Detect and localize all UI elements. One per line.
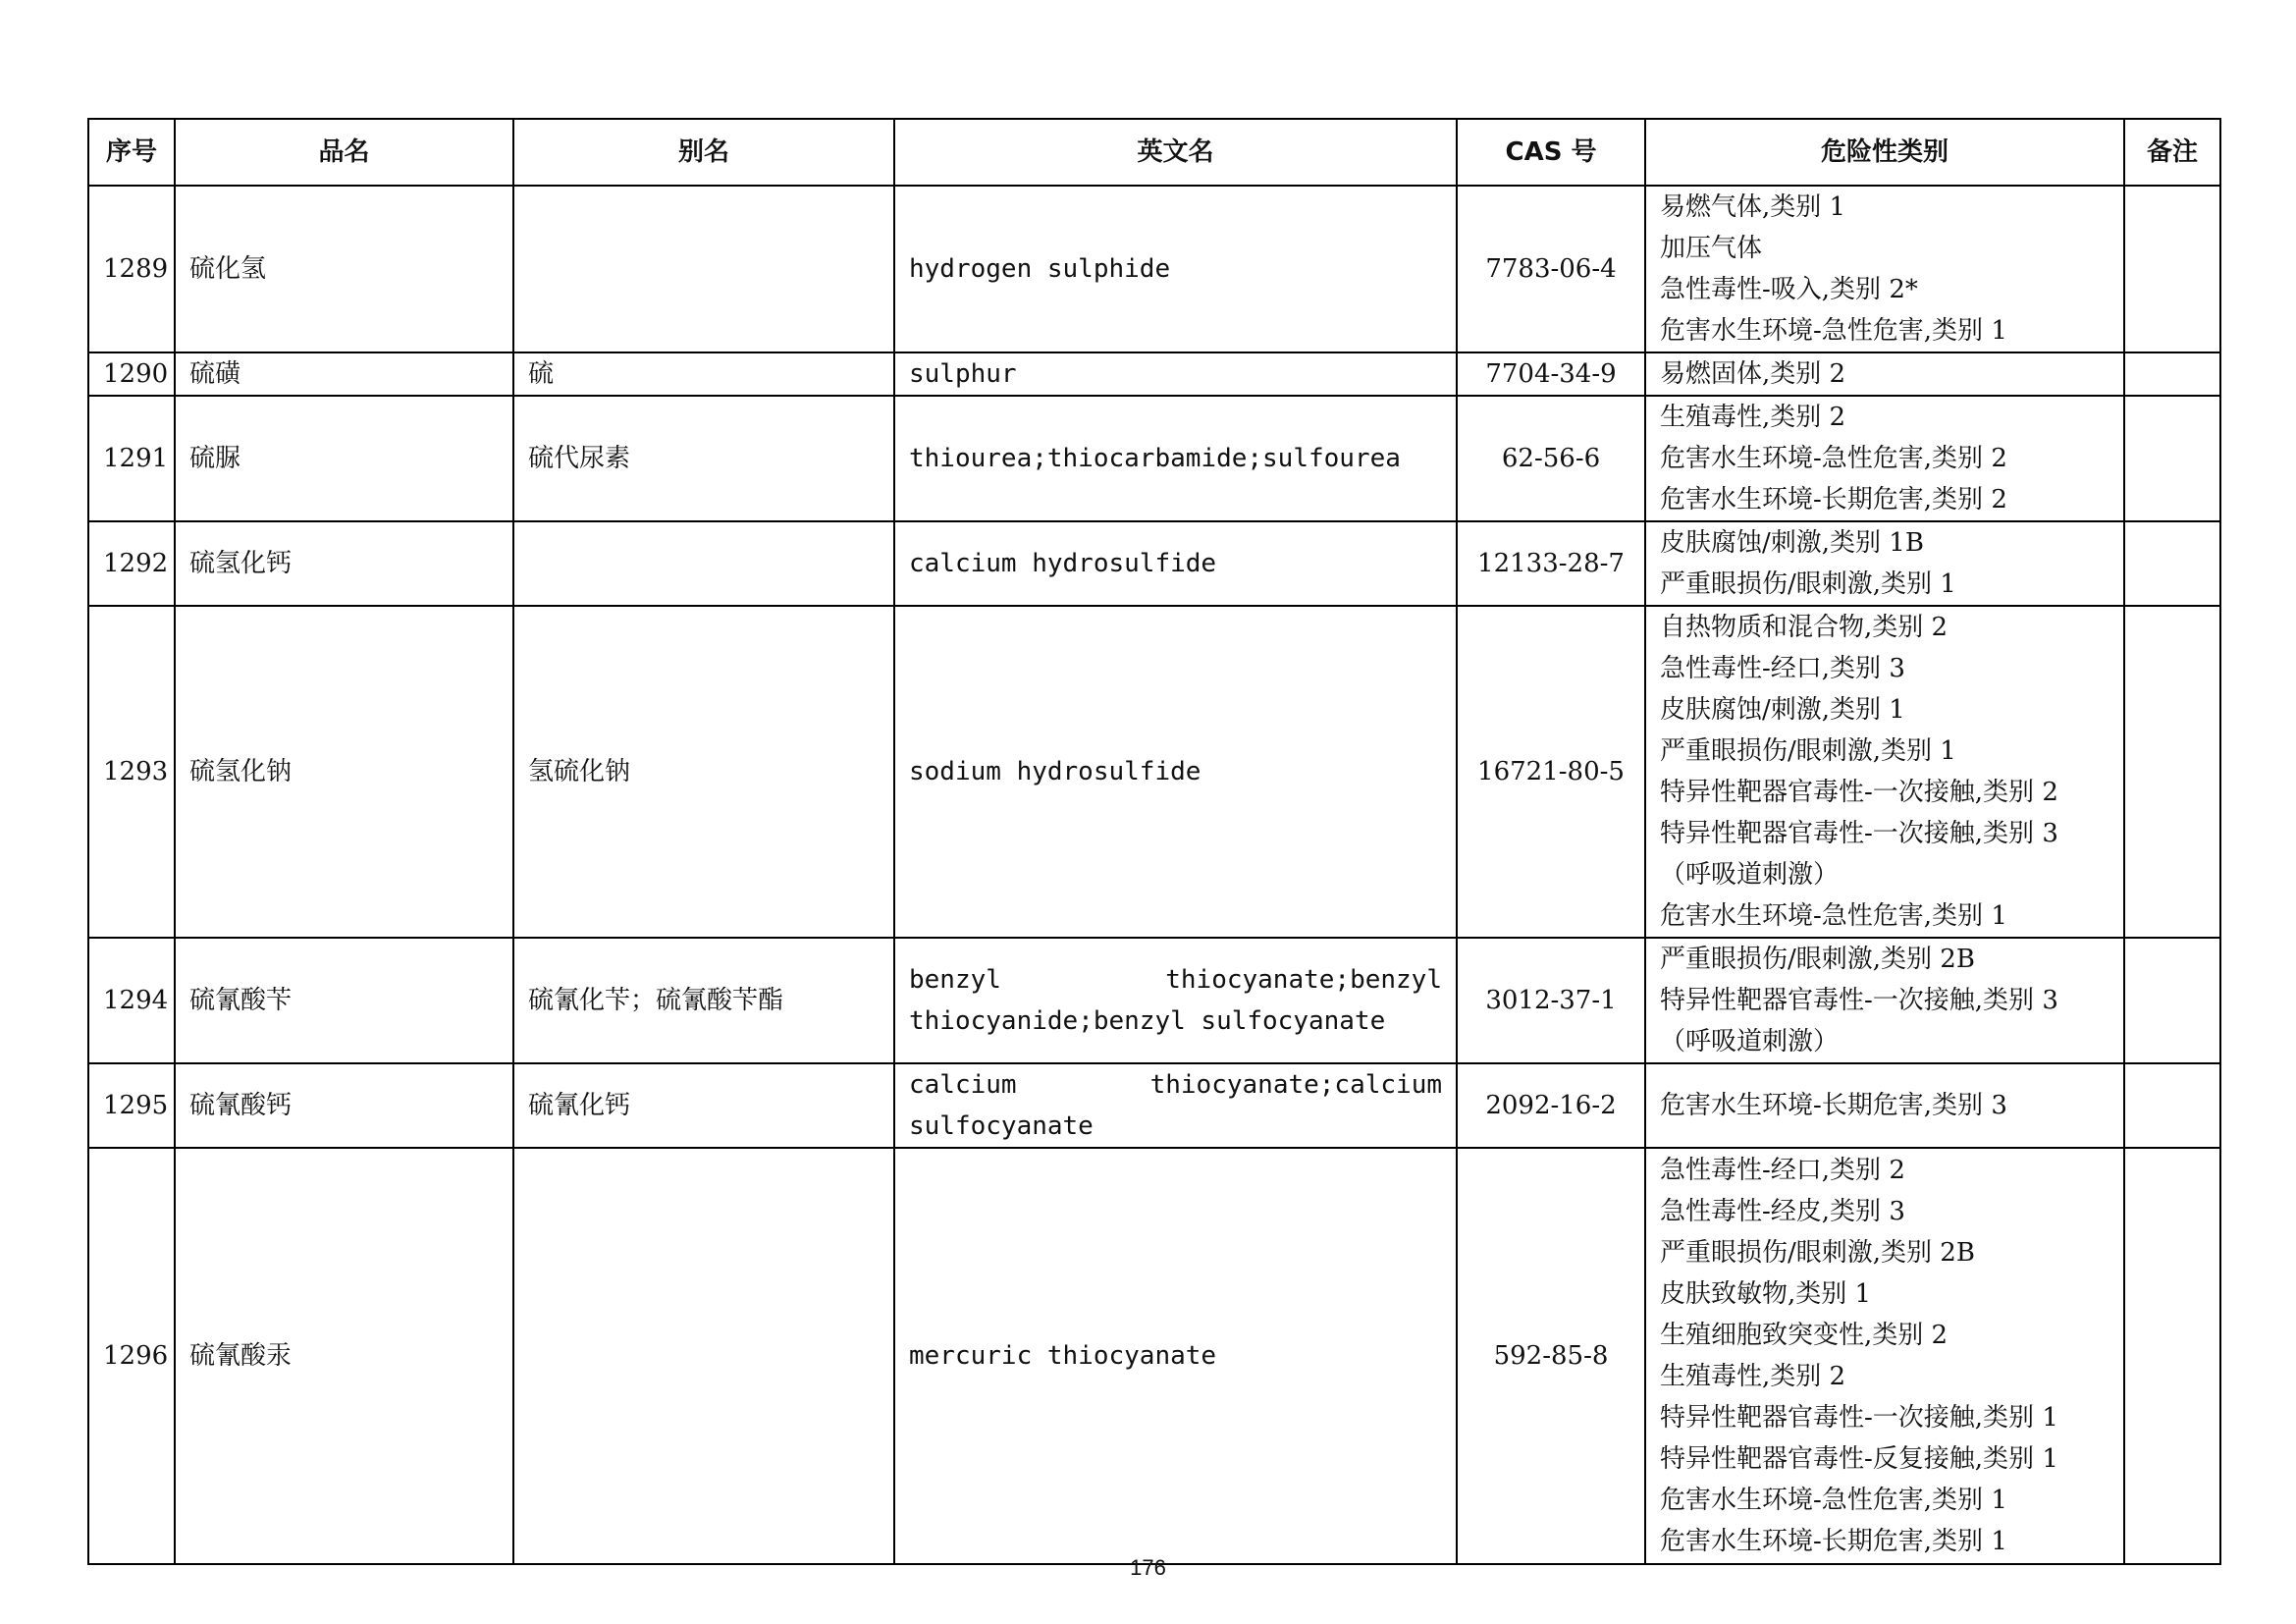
hazard-line: 危害水生环境-长期危害,类别 3: [1660, 1091, 2007, 1120]
header-alias: 别名: [513, 119, 894, 186]
hazard-line: 急性毒性-吸入,类别 2*: [1660, 275, 1918, 304]
cell-remark: [2124, 1063, 2220, 1148]
cell-cas: 2092-16-2: [1457, 1063, 1645, 1148]
cell-english: calcium thiocyanate;calcium sulfocyanate: [894, 1063, 1457, 1148]
cell-alias: 硫代尿素: [513, 396, 894, 521]
hazard-line: 易燃气体,类别 1: [1660, 192, 1846, 222]
table-row: [88, 352, 2220, 396]
cell-name: 硫氰酸钙: [175, 1063, 513, 1148]
hazard-line: 危害水生环境-急性危害,类别 1: [1660, 316, 2007, 346]
cell-cas: 7704-34-9: [1457, 352, 1645, 396]
cell-alias: [513, 1148, 894, 1564]
cell-english: benzyl thiocyanate;benzyl thiocyanide;benzyl sulfocyanate: [894, 938, 1457, 1063]
cell-cas: 592-85-8: [1457, 1148, 1645, 1564]
cell-english: mercuric thiocyanate: [894, 1148, 1457, 1564]
cell-alias: [513, 186, 894, 352]
hazard-line: 皮肤腐蚀/刺激,类别 1: [1660, 695, 1905, 725]
cell-alias: 硫氰化钙: [513, 1063, 894, 1148]
hazard-line: 生殖细胞致突变性,类别 2: [1660, 1321, 1949, 1350]
header-hazard: 危险性类别: [1645, 119, 2124, 186]
hazard-line: 急性毒性-经口,类别 2: [1660, 1156, 1905, 1185]
chemical-table: [87, 118, 2221, 1565]
cell-no: 1289: [88, 186, 175, 352]
cell-english: sulphur: [894, 352, 1457, 396]
cell-hazard: [1645, 1063, 2124, 1148]
table-row: [88, 606, 2220, 938]
hazard-line: 特异性靶器官毒性-一次接触,类别 3: [1660, 986, 2058, 1015]
table-row: [88, 1063, 2220, 1148]
hazard-line: （呼吸道刺激）: [1660, 1027, 1840, 1056]
cell-no: 1294: [88, 938, 175, 1063]
cell-english: sodium hydrosulfide: [894, 606, 1457, 938]
cell-cas: 12133-28-7: [1457, 521, 1645, 606]
cell-cas: 7783-06-4: [1457, 186, 1645, 352]
cell-remark: [2124, 352, 2220, 396]
cell-remark: [2124, 606, 2220, 938]
header-name: 品名: [175, 119, 513, 186]
cell-alias: 硫氰化苄；硫氰酸苄酯: [513, 938, 894, 1063]
hazard-line: 生殖毒性,类别 2: [1660, 403, 1846, 432]
table-header-row: [88, 119, 2220, 186]
hazard-line: 危害水生环境-长期危害,类别 1: [1660, 1527, 2007, 1556]
hazard-line: 特异性靶器官毒性-一次接触,类别 2: [1660, 778, 2058, 807]
hazard-line: 易燃固体,类别 2: [1660, 359, 1846, 389]
cell-remark: [2124, 521, 2220, 606]
hazard-line: 急性毒性-经口,类别 3: [1660, 654, 1905, 683]
hazard-line: 危害水生环境-急性危害,类别 2: [1660, 444, 2007, 473]
cell-no: 1296: [88, 1148, 175, 1564]
hazard-line: 自热物质和混合物,类别 2: [1660, 613, 1949, 642]
cell-hazard: [1645, 521, 2124, 606]
cell-remark: [2124, 938, 2220, 1063]
cell-no: 1290: [88, 352, 175, 396]
cell-hazard: [1645, 186, 2124, 352]
cell-no: 1292: [88, 521, 175, 606]
hazard-line: （呼吸道刺激）: [1660, 860, 1840, 890]
cell-remark: [2124, 1148, 2220, 1564]
cell-alias: 硫: [513, 352, 894, 396]
cell-name: 硫氢化钠: [175, 606, 513, 938]
hazard-line: 危害水生环境-长期危害,类别 2: [1660, 485, 2007, 514]
cell-name: 硫氢化钙: [175, 521, 513, 606]
cell-hazard: [1645, 606, 2124, 938]
hazard-line: 严重眼损伤/眼刺激,类别 1: [1660, 736, 1956, 766]
table-row: [88, 938, 2220, 1063]
table-row: [88, 396, 2220, 521]
cell-remark: [2124, 396, 2220, 521]
cell-hazard: [1645, 396, 2124, 521]
cell-english: hydrogen sulphide: [894, 186, 1457, 352]
hazard-line: 急性毒性-经皮,类别 3: [1660, 1197, 1905, 1226]
cell-name: 硫磺: [175, 352, 513, 396]
table-body: [88, 186, 2220, 1564]
hazard-line: 危害水生环境-急性危害,类别 1: [1660, 901, 2007, 931]
hazard-line: 皮肤致敏物,类别 1: [1660, 1279, 1872, 1309]
cell-alias: 氢硫化钠: [513, 606, 894, 938]
cell-hazard: [1645, 352, 2124, 396]
header-cas: CAS 号: [1457, 119, 1645, 186]
hazard-line: 特异性靶器官毒性-反复接触,类别 1: [1660, 1444, 2058, 1474]
cell-cas: 3012-37-1: [1457, 938, 1645, 1063]
table-row: [88, 1148, 2220, 1564]
cell-english: calcium hydrosulfide: [894, 521, 1457, 606]
cell-no: 1293: [88, 606, 175, 938]
hazard-line: 严重眼损伤/眼刺激,类别 1: [1660, 569, 1956, 599]
cell-name: 硫氰酸苄: [175, 938, 513, 1063]
hazard-line: 严重眼损伤/眼刺激,类别 2B: [1660, 945, 1975, 974]
cell-english: thiourea;thiocarbamide;sulfourea: [894, 396, 1457, 521]
cell-alias: [513, 521, 894, 606]
cell-hazard: [1645, 1148, 2124, 1564]
cell-name: 硫脲: [175, 396, 513, 521]
table-row: [88, 521, 2220, 606]
cell-no: 1291: [88, 396, 175, 521]
cell-no: 1295: [88, 1063, 175, 1148]
header-no: 序号: [88, 119, 175, 186]
page-number: 176: [1130, 1555, 1166, 1580]
hazard-line: 皮肤腐蚀/刺激,类别 1B: [1660, 528, 1924, 558]
hazard-line: 加压气体: [1660, 234, 1763, 263]
hazard-line: 特异性靶器官毒性-一次接触,类别 3: [1660, 819, 2058, 848]
hazard-line: 严重眼损伤/眼刺激,类别 2B: [1660, 1238, 1975, 1268]
table-row: [88, 186, 2220, 352]
header-english: 英文名: [894, 119, 1457, 186]
cell-remark: [2124, 186, 2220, 352]
hazard-line: 危害水生环境-急性危害,类别 1: [1660, 1486, 2007, 1515]
hazard-line: 特异性靶器官毒性-一次接触,类别 1: [1660, 1403, 2058, 1433]
cell-name: 硫化氢: [175, 186, 513, 352]
hazard-line: 生殖毒性,类别 2: [1660, 1362, 1846, 1391]
cell-hazard: [1645, 938, 2124, 1063]
cell-cas: 16721-80-5: [1457, 606, 1645, 938]
cell-name: 硫氰酸汞: [175, 1148, 513, 1564]
cell-cas: 62-56-6: [1457, 396, 1645, 521]
header-remark: 备注: [2124, 119, 2220, 186]
